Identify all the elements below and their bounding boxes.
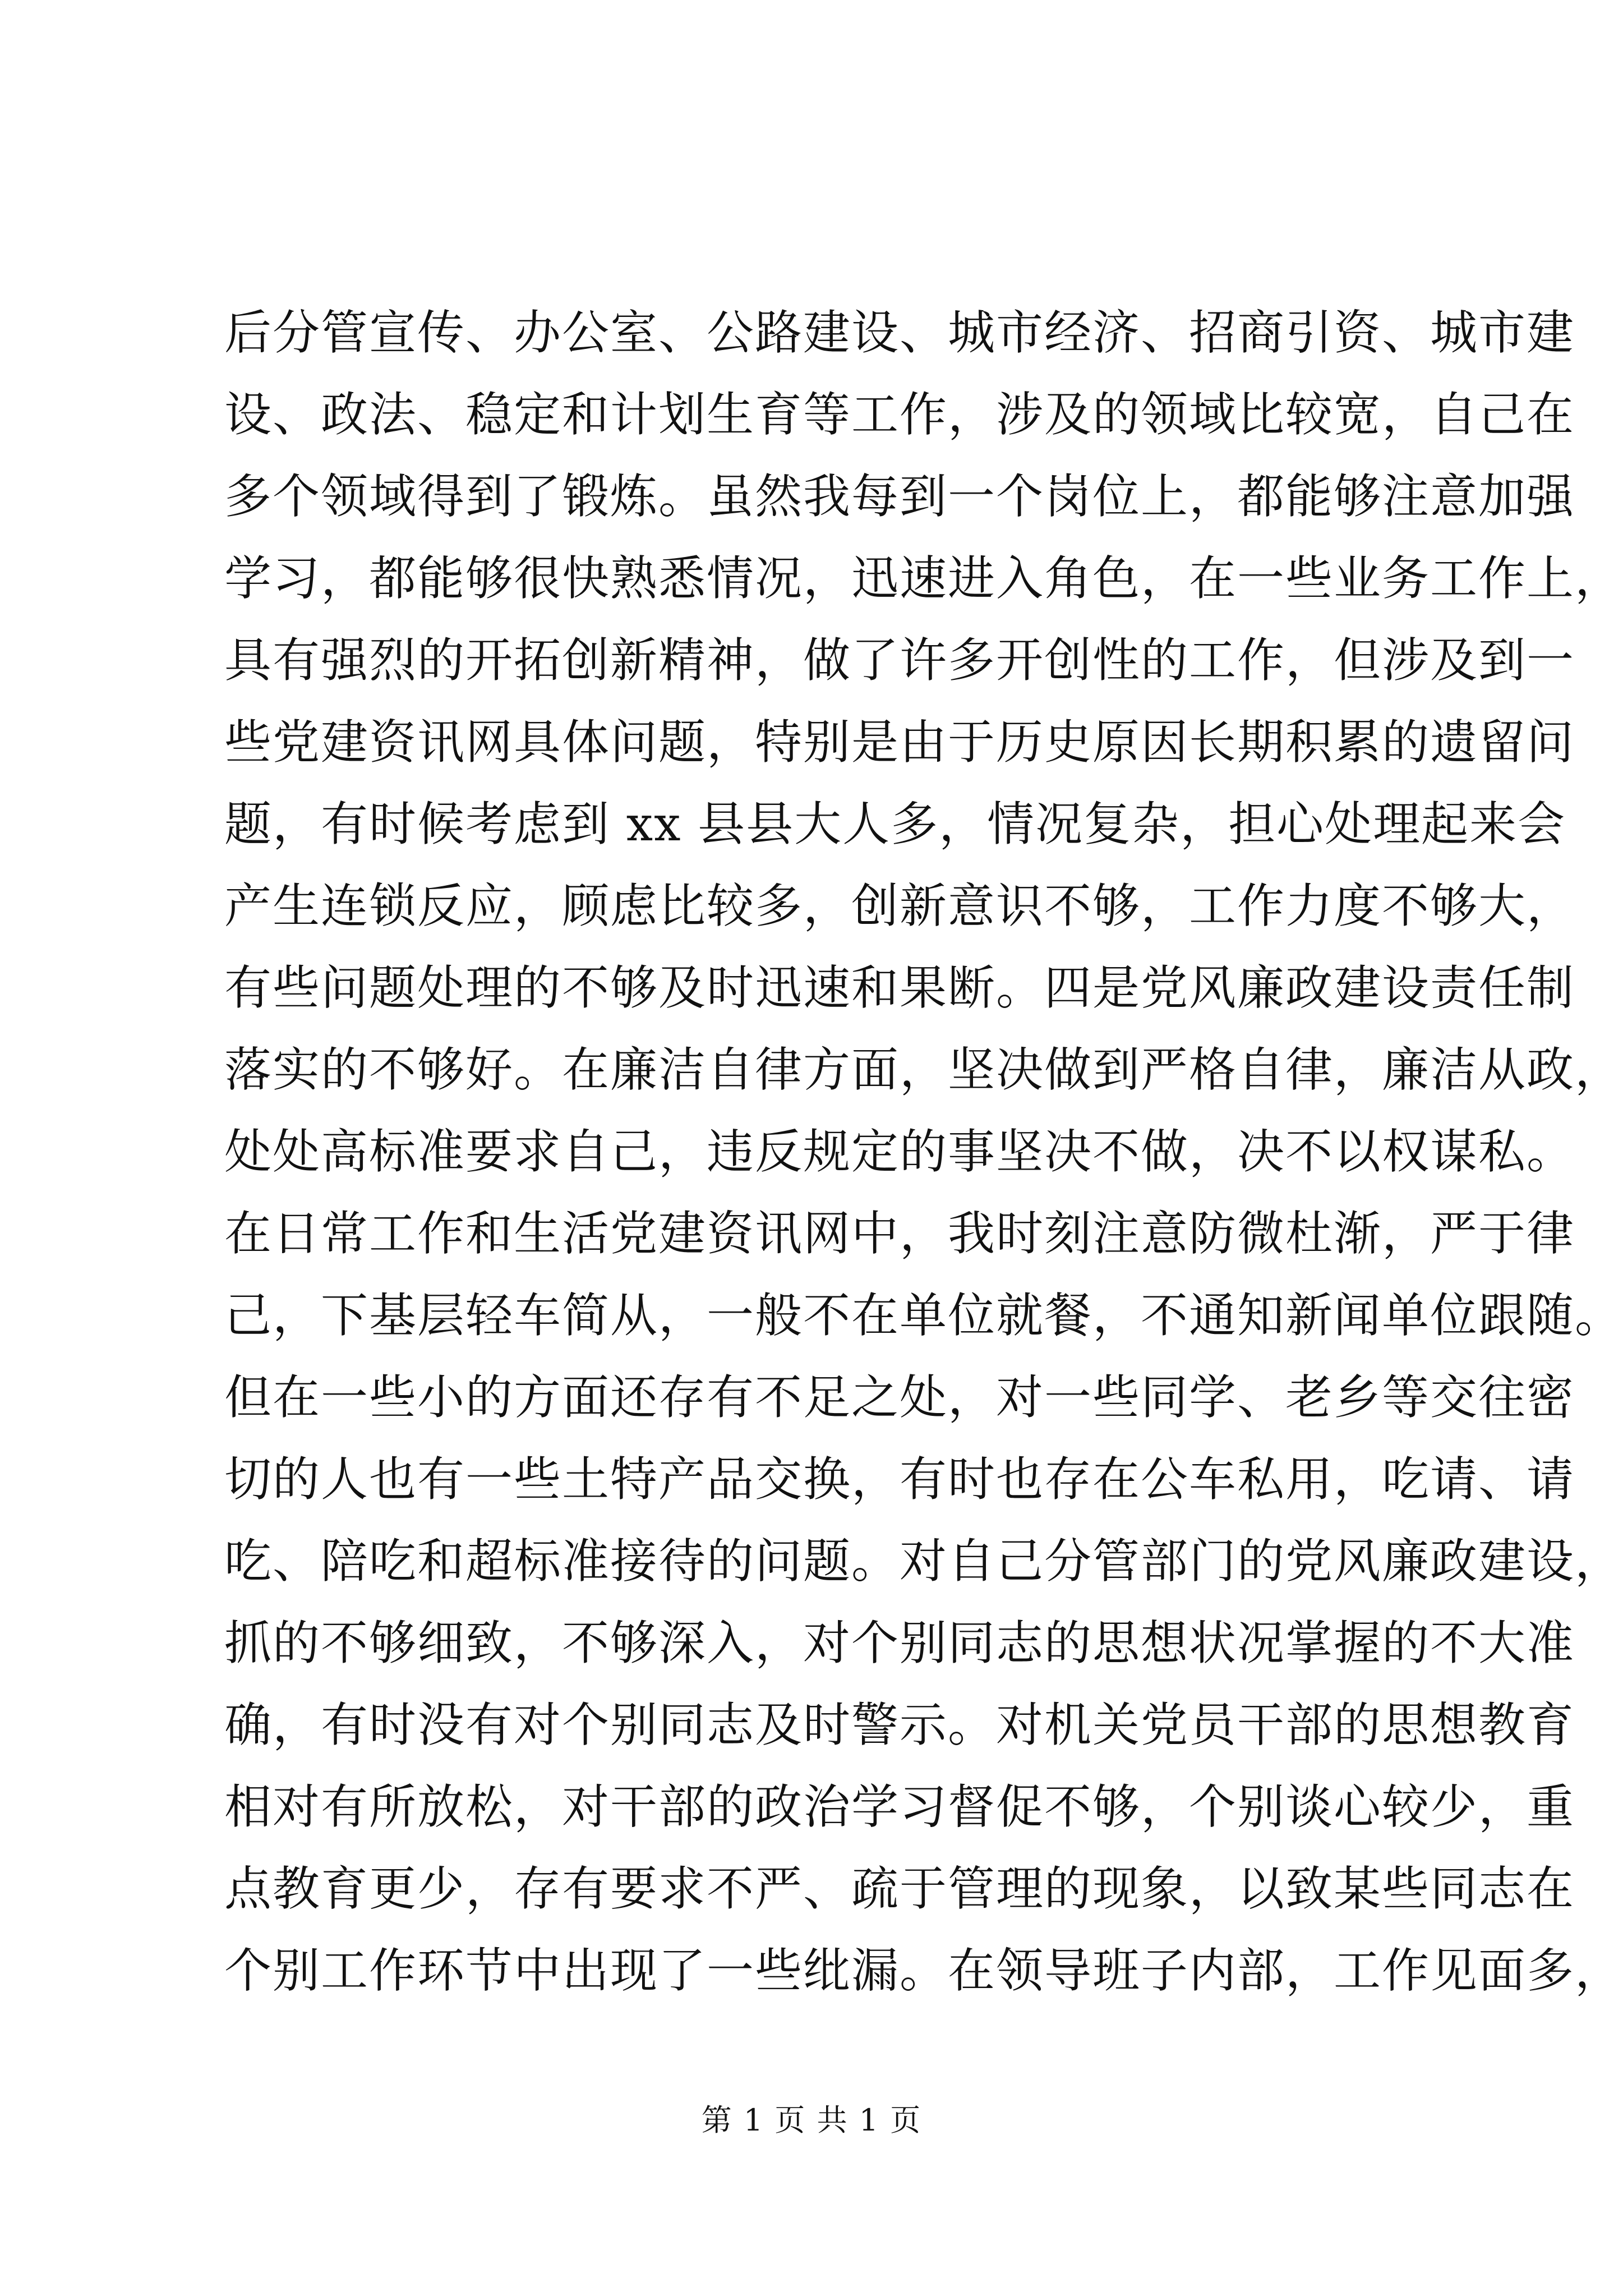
text-line: 抓的不够细致，不够深入，对个别同志的思想状况掌握的不大准 [224,1616,1575,1671]
text-line: 些党建资讯网具体问题，特别是由于历史原因长期积累的遗留问 [224,715,1575,770]
text-line: 处处高标准要求自己，违反规定的事坚决不做，决不以权谋私。 [224,1124,1575,1179]
page-number-label: 第 1 页 共 1 页 [701,2102,922,2138]
text-line: 学习，都能够很快熟悉情况，迅速进入角色，在一些业务工作上， [224,551,1623,606]
body-text [224,292,1623,2012]
text-line: 吃、陪吃和超标准接待的问题。对自己分管部门的党风廉政建设， [224,1534,1623,1589]
text-line: 产生连锁反应，顾虑比较多，创新意识不够，工作力度不够大， [224,878,1575,933]
text-line: 后分管宣传、办公室、公路建设、城市经济、招商引资、城市建 [224,305,1575,360]
text-line: 己，下基层轻车简从，一般不在单位就餐，不通知新闻单位跟随。 [224,1288,1623,1343]
text-line: 但在一些小的方面还存有不足之处，对一些同学、老乡等交往密 [224,1370,1575,1425]
text-line: 具有强烈的开拓创新精神，做了许多开创性的工作，但涉及到一 [224,633,1575,688]
text-line: 设、政法、稳定和计划生育等工作，涉及的领域比较宽，自己在 [224,387,1575,442]
text-line: 有些问题处理的不够及时迅速和果断。四是党风廉政建设责任制 [224,960,1575,1015]
text-line: 切的人也有一些土特产品交换，有时也存在公车私用，吃请、请 [224,1452,1575,1507]
text-line: 个别工作环节中出现了一些纰漏。在领导班子内部，工作见面多， [224,1943,1623,1998]
page-footer [0,2098,1623,2143]
text-line: 落实的不够好。在廉洁自律方面，坚决做到严格自律，廉洁从政， [224,1042,1623,1097]
text-line: 确，有时没有对个别同志及时警示。对机关党员干部的思想教育 [224,1697,1575,1752]
text-line: 在日常工作和生活党建资讯网中，我时刻注意防微杜渐，严于律 [224,1206,1575,1261]
text-line: 点教育更少，存有要求不严、疏于管理的现象，以致某些同志在 [224,1861,1575,1916]
text-line: 多个领域得到了锻炼。虽然我每到一个岗位上，都能够注意加强 [224,469,1575,524]
text-line: 相对有所放松，对干部的政治学习督促不够，个别谈心较少，重 [224,1779,1575,1834]
text-line: 题，有时候考虑到 xx 县县大人多，情况复杂，担心处理起来会 [224,797,1566,852]
